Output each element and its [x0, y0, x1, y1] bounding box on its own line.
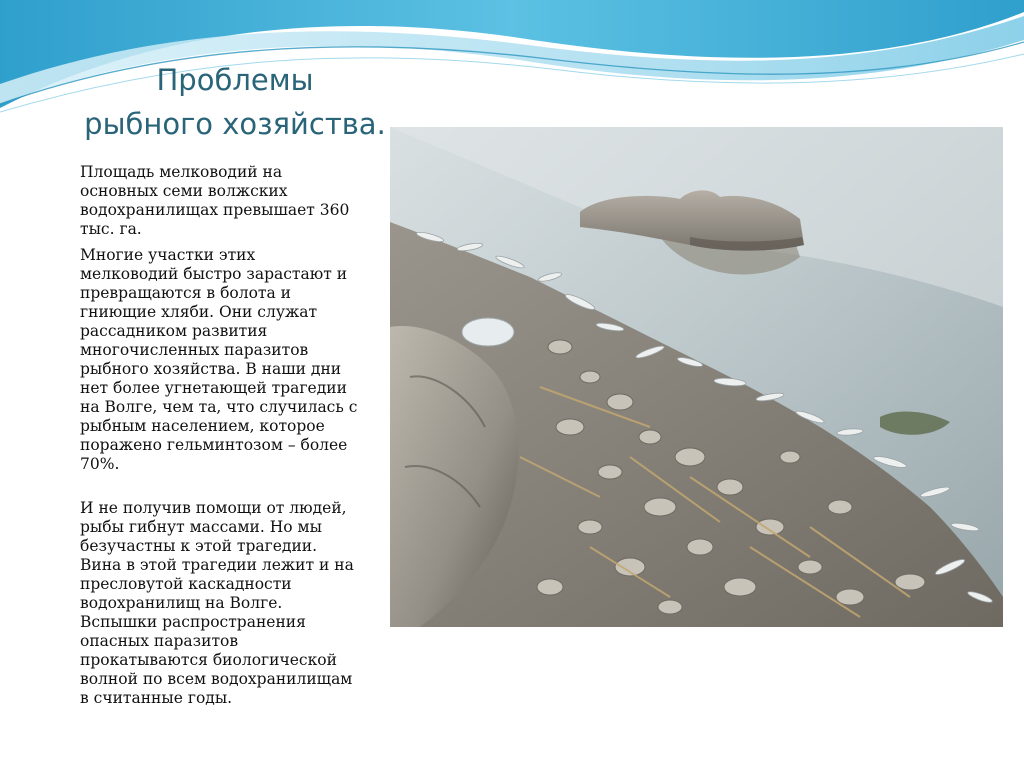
text-line: Вспышки распространения [80, 613, 306, 631]
text-line: волной по всем водохранилищам [80, 670, 353, 688]
text-line: водохранилищах превышает 360 [80, 201, 350, 219]
slide-title-line-2: рыбного хозяйства. [84, 107, 386, 141]
slide-title-line-1: Проблемы [156, 63, 314, 97]
text-line: опасных паразитов [80, 632, 239, 650]
text-line: рыбного хозяйства. В наши дни [80, 360, 342, 378]
text-line: прокатываются биологической [80, 651, 337, 669]
paragraph-shallow-waters [80, 163, 390, 239]
text-line: водохранилищ на Волге. [80, 594, 283, 612]
plastic-cup [462, 318, 514, 346]
text-line: тыс. га. [80, 220, 142, 238]
text-line: Площадь мелководий на [80, 163, 283, 181]
text-line: основных семи волжских [80, 182, 288, 200]
text-line: превращаются в болота и [80, 284, 291, 302]
text-line: Многие участки этих [80, 246, 256, 264]
text-line: многочисленных паразитов [80, 341, 309, 359]
text-line: в считанные годы. [80, 689, 233, 707]
text-line: рассадником развития [80, 322, 268, 340]
text-line: 70%. [80, 455, 120, 473]
text-line: нет более угнетающей трагедии [80, 379, 347, 397]
text-line: гниющие хляби. Они служат [80, 303, 318, 321]
slide-title [70, 58, 400, 146]
text-line: безучастны к этой трагедии. [80, 537, 318, 555]
text-line: И не получив помощи от людей, [80, 499, 347, 517]
dead-fish-shore-photo [390, 127, 1003, 627]
text-line: поражено гельминтозом – более [80, 436, 348, 454]
paragraph-parasites [80, 246, 390, 474]
paragraph-fish-death [80, 499, 390, 708]
text-line: рыбным населением, которое [80, 417, 325, 435]
text-line: пресловутой каскадности [80, 575, 292, 593]
slide-body-text [80, 163, 390, 708]
text-line: Вина в этой трагедии лежит и на [80, 556, 354, 574]
text-line: рыбы гибнут массами. Но мы [80, 518, 322, 536]
text-line: мелководий быстро зарастают и [80, 265, 348, 283]
text-line: на Волге, чем та, что случилась с [80, 398, 358, 416]
